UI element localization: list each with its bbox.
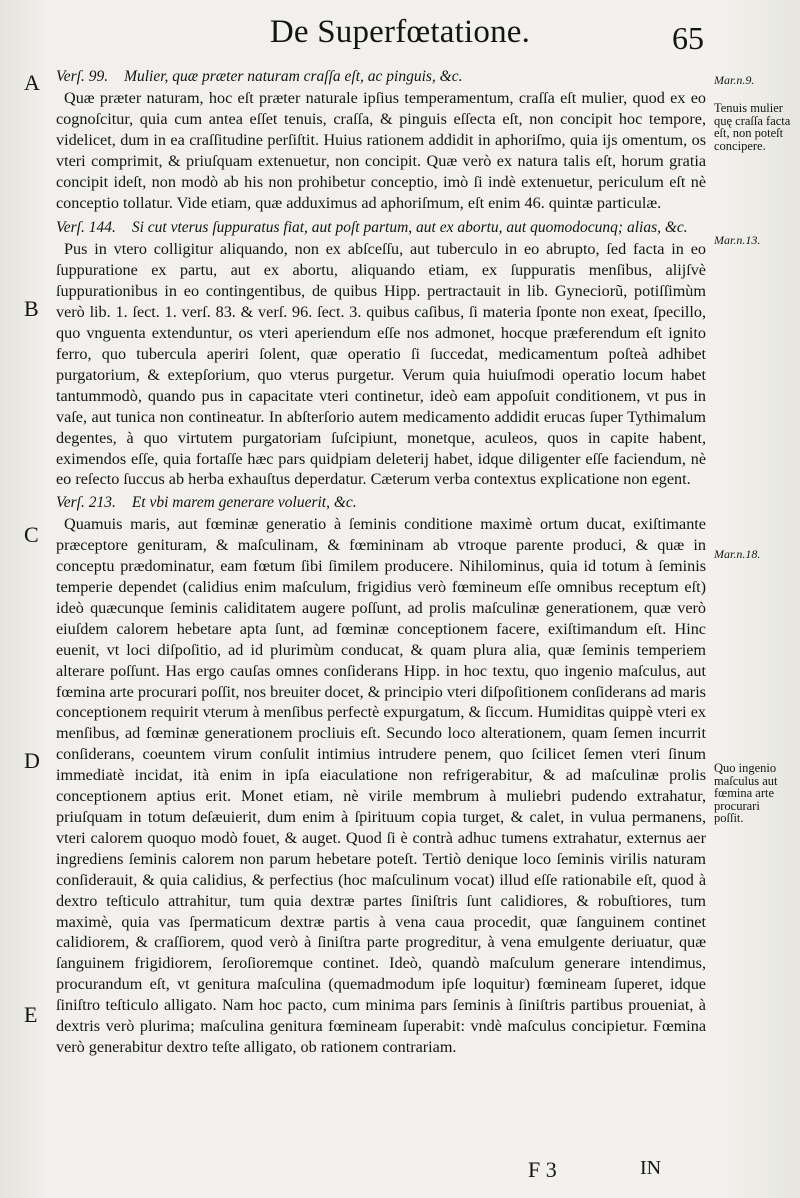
verse-lemma: Mulier, quæ præter naturam craſſa eſt, ac pinguis, &c. (124, 68, 463, 85)
verse-number: Verſ. 99. (56, 68, 109, 85)
marginal-reference: Mar.n.13. (714, 233, 761, 247)
page-footer (0, 1157, 800, 1187)
verse-heading (56, 217, 706, 239)
commentary-paragraph: Quæ præter naturam, hoc eſt præter naturale ipſius temperamentum, craſſa eſt mulier, quod ex eo cognoſcitur, quia cum antea eſſet tenuis, craſſa, & pinguis eſſecta eſt, non concipit hoc tempore, videlicet, dum in ea craſſitudine perſiſtit. Huius rationem addidit in aphoriſmo, quia ijs omentum, os vteri comprimit, & priuſquam extenuetur, non concipit. Quæ verò ex natura talis eſt, horum gratia concipit ideſt, non modò ab his non prohibetur conceptio, imò ſi indè extenuetur, periculum eſt nè conceptio tollatur. Vide etiam, quæ adduximus ad aphoriſmum, eſt enim 46. quintæ particulæ. (56, 89, 706, 212)
verse-number: Verſ. 213. (56, 494, 116, 512)
section-letter-b: B (24, 296, 39, 321)
marginal-reference: Mar.n.18. (714, 547, 761, 561)
marginal-note: Quo ingenio maſculus aut fœmina arte procurari poſſit. (714, 761, 778, 825)
verse-lemma: Si cut vterus ſuppuratus fiat, aut poſt partum, aut ex abortu, aut quomodocunq; alias, &c. (131, 219, 688, 237)
section-letter-a: A (24, 70, 40, 95)
page-number: 65 (672, 20, 704, 56)
marginal-reference: Mar.n.9. (714, 73, 755, 87)
verse-lemma: Et vbi marem generare voluerit, &c. (131, 494, 357, 512)
main-text (56, 66, 706, 1058)
signature-mark: F 3 (528, 1157, 557, 1182)
section-letter-e: E (24, 1002, 38, 1027)
verse-number: Verſ. 144. (56, 219, 116, 237)
running-head: De Superfœtatione. (269, 14, 531, 50)
catchword: IN (640, 1157, 662, 1179)
commentary-paragraph: Quamuis maris, aut fœminæ generatio à ſeminis conditione maximè ortum ducat, exiſtimante præceptore genituram, & maſculinam, & fœmininam ab vtroque parente produci, & quæ in conceptu prædominatur, eam fœtum ſibi ſimilem producere. Nihilominus, quia id totum à ſeminis temperie dependet (calidius enim maſculum, frigidius verò fœmineum eſſe omnibus receptum eſt) ideò quæcunque ſeminis caliditatem augere poſſunt, ad prolis maſculinæ generationem, quæ verò eiuſdem calorem hebetare apta ſunt, ad fœminæ conceptionem facere, exiſtimandum eſt. Hinc euenit, vt loci diſpoſitio, ad id plurimùm conducat, & quam plura alia, quæ ſeminis temperiem alterare poſſunt. Has ergo cauſas omnes conſiderans Hipp. in hoc textu, quo ingenio maſculus, aut fœmina arte procurari poſſit, nos breuiter docet, & principio vteri diſpoſitionem conſiderans ad maris conceptionem requirit vterum à menſibus perfectè expurgatum, & ſiccum. Humiditas quippè vteri ex menſibus, ad fœminæ generationem procliuis eſt. Secundo loco alterationem, quam ſemen incurrit conſiderans, coeuntem virum conſulit intimius intrudere penem, quo ſcilicet ſemen vteri ſinum immediatè incidat, ità enim in ipſa eiaculatione non refrigerabitur, & ad maſculinæ prolis conceptionem aptius erit. Monet etiam, nè virile membrum à muliebri pudendo extrahatur, priuſquam in totum deſæuierit, dum enim à ſpirituum copia turget, & calet, in vulua permanens, vteri calorem quoquo modò fouet, & auget. Quod ſi è contrà adhuc tumens extrahatur, externus aer ingrediens ſeminis calorem non parum hebetare poteſt. Tertiò denique loco ſeminis virilis naturam conſiderauit, & quia calidius, & perfectius (hoc maſculinum vocat) illud eſſe rationabile eſt, quod à dextro teſticulo attrahitur, tum quia dextræ partes ſiniſtris ſunt calidiores, & robuſtiores, tum maximè, quia vas ſpermaticum dextræ partis à vena caua procedit, quæ ſanguinem continet calidiorem, & craſſiorem, quod verò à ſiniſtra parte progreditur, à vena emulgente deriuatur, quæ ſanguinem frigidiorem, ſeroſioremque continet. Ideò, quandò maſculum generare intendimus, procurandum eſt, vt genitura maſculina (quemadmodum ipſe loquitur) fœmineam ſuperet, idque ſiniſtro teſticulo alligato. Nam hoc pacto, cum minima pars ſeminis à ſiniſtris partibus proueniat, à dextris verò plurima; maſculina genitura fœmineam ſuperabit: vndè maſculus concipietur. Fœmina verò generabitur dextro teſte alligato, ob rationem contrariam. (56, 515, 706, 1056)
commentary-paragraph: Pus in vtero colligitur aliquando, non ex abſceſſu, aut tuberculo in eo abrupto, ſed facta in eo ſuppuratione ex partu, aut ex abortu, aliquando etiam, ex ſuppuratis menſibus, alijſvè ſuppurationibus in eo contingentibus, de quibus Hipp. pertractauit in lib. Gyneciorũ, potiſſimùm verò lib. 1. ſect. 1. verſ. 83. & verſ. 96. ſect. 3. quibus caſibus, ſi materia ſponte non exeat, ſpecillo, quo vnguenta extenduntur, os vteri aperiendum eſſe nos admonet, hocque præferendum eſt ignito ferro, quo tubercula aperiri ſolent, quæ operatio ſi ſuccedat, medicamentum poſteà adhibet purgatorium, & extерſorium, quo vterus purgetur. Verum quia huiuſmodi operatio locum habet tantummodò, quando pus in capacitate vteri continetur, ideò eam appoſuit conditionem, vt pus in vaſe, aut tunica non contineatur. In abſterſorio autem medicamento addidit erucas ſuper Tythimalum degentes, à quo virtutem purgatoriam ſuſcipiunt, monetque, aculeos, quos in capite habent, eximendos eſſe, quia fortaſſe hæc pars quidpiam deleterij habet, idque diligenter eſſe faciendum, nè eo reſecto ſuccus ab herba exhauſtus deperdatur. Cæterum verba contextus explicatione non egent. (56, 240, 706, 489)
section-letter-c: C (24, 522, 39, 547)
verse-heading (56, 66, 706, 88)
marginal-note: Tenuis mulier quę craſſa facta eſt, non poteſt concipere. (714, 101, 791, 153)
section-letter-d: D (24, 748, 40, 773)
verse-heading (56, 492, 706, 514)
